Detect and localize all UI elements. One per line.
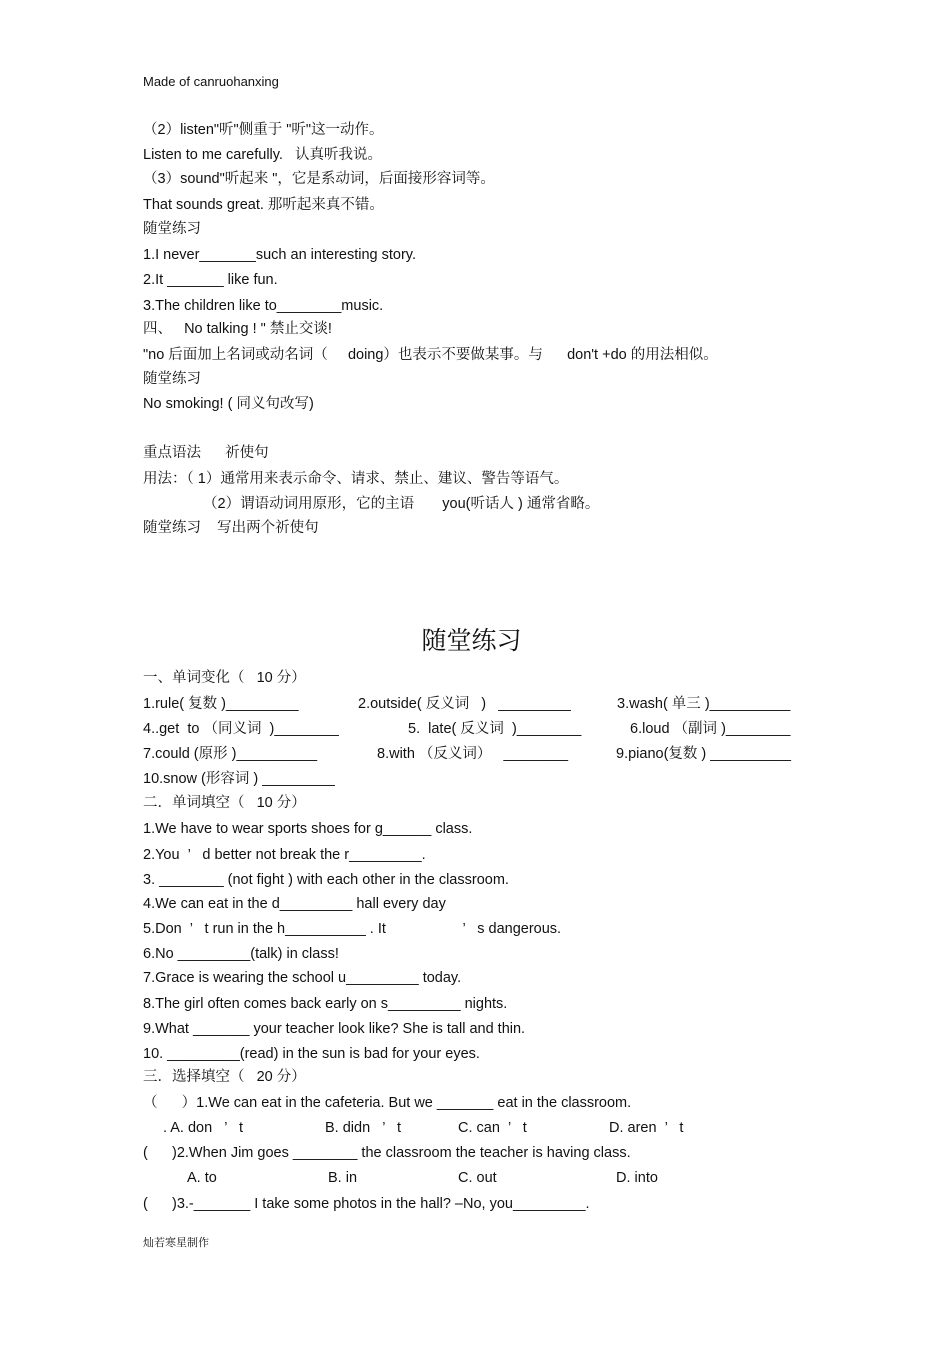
fill-blank-item: 2.You ’ d better not break the r_________.: [143, 847, 426, 863]
note-heading: 四、 No talking ! " 禁止交谈!: [143, 321, 332, 337]
section-heading: 三．选择填空（ 20 分）: [143, 1069, 306, 1085]
exercise-item: No smoking! ( 同义句改写): [143, 396, 314, 412]
word-change-item: 10.snow (形容词 ) _________: [143, 771, 335, 787]
exercise-item: 2.It _______ like fun.: [143, 272, 278, 288]
choice-option: D. into: [616, 1170, 658, 1186]
choice-option: C. can ’ t: [458, 1120, 527, 1136]
choice-question: ( )2.When Jim goes ________ the classroom the teacher is having class.: [143, 1145, 631, 1161]
choice-option: A. to: [187, 1170, 217, 1186]
section-label: 随堂练习: [143, 221, 201, 237]
choice-question: ( )3.-_______ I take some photos in the hall? –No, you_________.: [143, 1196, 590, 1212]
choice-question: （ ）1.We can eat in the cafeteria. But we _______ eat in the classroom.: [143, 1095, 632, 1111]
fill-blank-item: 6.No _________(talk) in class!: [143, 946, 339, 962]
fill-blank-item: 9.What _______ your teacher look like? She is tall and thin.: [143, 1021, 526, 1037]
word-change-item: 8.with （反义词） ________: [377, 746, 569, 762]
word-change-item: 7.could (原形 )__________: [143, 746, 318, 762]
fill-blank-item: 4.We can eat in the d_________ hall every day: [143, 896, 446, 912]
choice-option: . A. don ’ t: [163, 1120, 244, 1136]
word-change-item: 1.rule( 复数 )_________: [143, 696, 299, 712]
exercise-item: 1.I never_______such an interesting story.: [143, 247, 416, 263]
exercise-title: 随堂练习: [421, 627, 522, 655]
note-line: （2）listen"听"侧重于 "听"这一动作。: [143, 122, 384, 138]
word-change-item: 4..get to （同义词 )________: [143, 721, 339, 737]
note-line: That sounds great. 那听起来真不错。: [143, 197, 384, 213]
choice-option: B. in: [328, 1170, 358, 1186]
page-header: Made of canruohanxing: [143, 74, 279, 89]
note-line: 用法：（ 1）通常用来表示命令、请求、禁止、建议、警告等语气。: [143, 471, 569, 487]
note-line: （3）sound"听起来 "，它是系动词，后面接形容词等。: [143, 171, 495, 187]
fill-blank-item: 1.We have to wear sports shoes for g______ class.: [143, 821, 473, 837]
fill-blank-item: 7.Grace is wearing the school u_________ today.: [143, 970, 462, 986]
fill-blank-item: 3. ________ (not fight ) with each other in the classroom.: [143, 872, 509, 888]
grammar-heading: 重点语法 祈使句: [143, 445, 269, 461]
word-change-item: 5. late( 反义词 )________: [408, 721, 582, 737]
word-change-item: 3.wash( 单三 )__________: [617, 696, 791, 712]
note-line: （2）谓语动词用原形，它的主语 you(听话人 ) 通常省略。: [203, 496, 600, 512]
fill-blank-item: 5.Don ’ t run in the h__________ . It ’ s dangerous.: [143, 921, 562, 937]
exercise-item: 3.The children like to________music.: [143, 298, 384, 314]
word-change-item: 2.outside( 反义词 ) _________: [358, 696, 571, 712]
word-change-item: 9.piano(复数 ) __________: [616, 746, 791, 762]
section-heading: 一、单词变化（ 10 分）: [143, 670, 306, 686]
section-label: 随堂练习: [143, 371, 201, 387]
fill-blank-item: 10. _________(read) in the sun is bad for your eyes.: [143, 1046, 480, 1062]
fill-blank-item: 8.The girl often comes back early on s_________ nights.: [143, 996, 508, 1012]
note-line: "no 后面加上名词或动名词（ doing）也表示不要做某事。与 don't +do 的用法相似。: [143, 347, 718, 363]
choice-option: B. didn ’ t: [325, 1120, 402, 1136]
page-footer: 灿若寒星制作: [143, 1236, 209, 1249]
choice-option: C. out: [458, 1170, 497, 1186]
section-label: 随堂练习 写出两个祈使句: [143, 520, 319, 536]
choice-option: D. aren ’ t: [609, 1120, 684, 1136]
note-line: Listen to me carefully. 认真听我说。: [143, 147, 383, 163]
word-change-item: 6.loud （副词 )________: [630, 721, 791, 737]
section-heading: 二．单词填空（ 10 分）: [143, 795, 306, 811]
